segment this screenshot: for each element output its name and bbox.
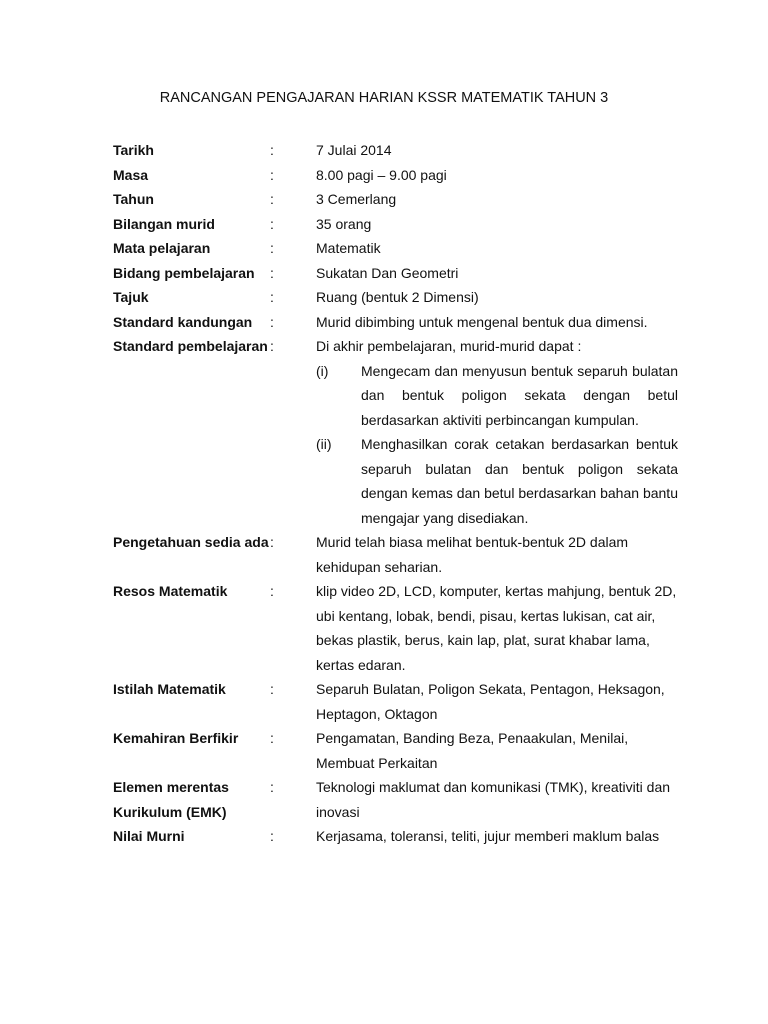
field-label-line: Elemen merentas	[113, 779, 229, 795]
row-pengetahuan-sedia-ada	[0, 530, 768, 579]
field-label: Tarikh	[113, 142, 154, 158]
row-tarikh	[0, 138, 768, 163]
field-separator: :	[270, 289, 274, 305]
row-tajuk	[0, 285, 768, 310]
field-separator: :	[270, 264, 274, 281]
field-label: Masa	[113, 166, 149, 183]
field-label	[113, 775, 273, 824]
field-separator: :	[270, 534, 274, 550]
document-title: RANCANGAN PENGAJARAN HARIAN KSSR MATEMATIK TAHUN 3	[159, 90, 609, 106]
field-label: Istilah Matematik	[113, 681, 226, 697]
field-separator: :	[270, 166, 274, 183]
field-separator: :	[270, 215, 274, 232]
field-value: Murid telah biasa melihat bentuk-bentuk 2D dalam kehidupan seharian.	[316, 534, 629, 575]
field-label: Bidang pembelajaran	[113, 264, 255, 281]
field-value: 35 orang	[316, 215, 372, 232]
row-bidang-pembelajaran	[0, 261, 768, 286]
field-label: Kemahiran Berfikir	[113, 730, 239, 746]
row-nilai-murni	[0, 824, 768, 849]
row-resos-matematik	[0, 579, 768, 677]
objective-item	[316, 432, 678, 530]
row-tahun	[0, 187, 768, 212]
objective-number: (i)	[316, 362, 329, 379]
objective-text: Mengecam dan menyusun bentuk separuh bulatan dan bentuk poligon sekata dengan betul berdasarkan aktiviti perbincangan kumpulan.	[361, 362, 678, 428]
field-value: 3 Cemerlang	[316, 191, 397, 207]
field-value: Kerjasama, toleransi, teliti, jujur memberi maklum balas	[316, 828, 660, 844]
field-separator: :	[270, 730, 274, 746]
field-label: Bilangan murid	[113, 215, 215, 232]
row-kemahiran-berfikir	[0, 726, 768, 775]
row-masa	[0, 163, 768, 188]
field-label: Pengetahuan sedia ada	[113, 534, 269, 550]
field-separator: :	[270, 681, 274, 697]
row-bilangan-murid	[0, 212, 768, 237]
lesson-details	[0, 138, 768, 849]
field-separator: :	[270, 779, 274, 795]
field-separator: :	[270, 338, 274, 354]
field-value: Ruang (bentuk 2 Dimensi)	[316, 289, 479, 305]
objective-number: (ii)	[316, 436, 332, 452]
field-separator: :	[270, 191, 274, 207]
field-value: 8.00 pagi – 9.00 pagi	[316, 166, 447, 183]
field-separator: :	[270, 240, 274, 256]
field-value: klip video 2D, LCD, komputer, kertas mahjung, bentuk 2D, ubi kentang, lobak, bendi, pisau, kertas lukisan, cat air, bekas plastik, berus, kain lap, plat, surat khabar lama, kertas edaran.	[316, 583, 677, 673]
field-label: Tajuk	[113, 289, 149, 305]
objective-item	[316, 359, 678, 433]
field-value: Pengamatan, Banding Beza, Penaakulan, Menilai, Membuat Perkaitan	[316, 730, 629, 771]
objective-text: Menghasilkan corak cetakan berdasarkan bentuk separuh bulatan dan bentuk poligon sekata dengan kemas dan betul berdasarkan bahan bantu mengajar yang disediakan.	[361, 436, 678, 526]
row-istilah-matematik	[0, 677, 768, 726]
field-label-line: Kurikulum (EMK)	[113, 803, 227, 820]
field-separator: :	[270, 583, 274, 599]
field-label: Resos Matematik	[113, 583, 228, 599]
field-label: Nilai Murni	[113, 828, 185, 844]
row-elemen-merentas-kurikulum	[0, 775, 768, 824]
field-value: Sukatan Dan Geometri	[316, 264, 459, 281]
field-value: Di akhir pembelajaran, murid-murid dapat :	[316, 338, 582, 354]
row-standard-pembelajaran	[0, 334, 768, 359]
field-value: Separuh Bulatan, Poligon Sekata, Pentagon, Heksagon, Heptagon, Oktagon	[316, 681, 665, 722]
row-mata-pelajaran	[0, 236, 768, 261]
field-label: Tahun	[113, 191, 154, 207]
field-separator: :	[270, 313, 274, 330]
field-label: Standard pembelajaran	[113, 338, 268, 354]
field-value: Matematik	[316, 240, 381, 256]
field-value: 7 Julai 2014	[316, 142, 392, 158]
field-value: Murid dibimbing untuk mengenal bentuk dua dimensi.	[316, 313, 648, 330]
field-label: Standard kandungan	[113, 313, 253, 330]
field-separator: :	[270, 828, 274, 844]
row-standard-kandungan	[0, 310, 768, 335]
field-separator: :	[270, 142, 274, 158]
field-value: Teknologi maklumat dan komunikasi (TMK), kreativiti dan inovasi	[316, 779, 671, 820]
field-label: Mata pelajaran	[113, 240, 211, 256]
